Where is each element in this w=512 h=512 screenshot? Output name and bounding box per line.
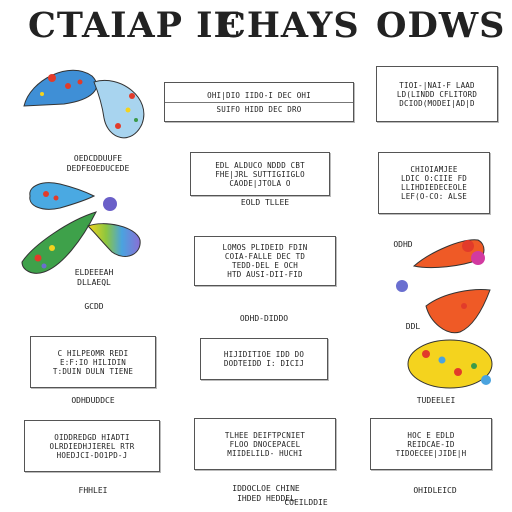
box-line: LLIHDIEDECEOLE: [400, 183, 467, 192]
box-line: CAODE|JTOLA O: [229, 178, 291, 188]
box-line: EDL ALDUCO NDDD CBT: [215, 160, 305, 170]
title-part-1: CTAIAP IE: [28, 5, 242, 46]
box-line: LEF(O-CO: ALSE: [400, 192, 467, 201]
box-line: OLRDIEDHJIEREL RTR: [49, 441, 135, 451]
box-line: OHI|DIO IIDO-I DEC OHI: [207, 90, 311, 100]
title-part-3: ODWS: [376, 5, 506, 46]
caption-line: IDDOCLOE CHINE: [232, 484, 300, 493]
box-line: LD(LINDD CFLITORD: [396, 89, 478, 99]
caption-11: FHHLEI: [78, 486, 108, 495]
light-blue-drop-shape: [94, 80, 144, 137]
orange-triangle-shape: [414, 240, 485, 268]
box-line: LDIC O:CIIE FD: [400, 174, 467, 183]
box-line: HIJIDITIOE IDD DO: [223, 350, 305, 359]
caption-9: TUDEELEI: [416, 396, 456, 405]
box-line: T:DUIN DULN TIENE: [52, 366, 134, 376]
caption-line: OEDCDDUUFE: [73, 154, 123, 163]
box-line: LOMOS PLIDEID FDIN: [222, 243, 308, 252]
box-line: DODTEIDD I: DICIJ: [223, 359, 305, 368]
box-line: SUIFO HIDD DEC DRO: [216, 104, 302, 114]
box-line: TIOI-|NAI-F LAAD: [399, 80, 475, 90]
caption-line: DEDFEOEDUCEDE: [66, 164, 130, 173]
box-line: COIA-FALLE DEC TD: [224, 252, 306, 261]
box-line: TLHEE DEIFTPCNIET: [224, 430, 306, 440]
box-line: FHE|JRL SUTTIGIIGLO: [215, 169, 305, 179]
caption-1: [56, 154, 140, 174]
caption-line: ELDEEEAH: [74, 268, 114, 277]
caption-8: ODHDUDDCE: [71, 396, 115, 405]
blue-teardrop-shape: [24, 70, 97, 106]
yellow-oval-shape: [408, 340, 492, 388]
label-box-4: [378, 152, 490, 214]
label-box-1: [164, 82, 354, 122]
label-box-7: [200, 338, 328, 380]
box-line: HOEDJCI-DO1PD-J: [56, 450, 128, 460]
green-triangle-shape: [22, 212, 96, 273]
label-box-10: [370, 418, 492, 470]
title-part-2: CHAYS: [218, 5, 360, 46]
label-box-3: [190, 152, 330, 196]
box-line: TIDOECEE|JIDE|H: [395, 448, 467, 458]
caption-5: GCDD: [84, 302, 104, 311]
caption-12: OHIDLEICD: [413, 486, 457, 495]
caption-line: IHDED HEDDEL: [237, 494, 295, 503]
box-line: DCIOD(MODEI|AD|D: [399, 98, 475, 108]
box-line: HTD AUSI-DII-FID: [227, 270, 303, 279]
box-line: TEDD-DEL E OCH: [231, 261, 298, 270]
caption-line: DLLAEQL: [77, 278, 111, 287]
purple-dot-2-shape: [396, 280, 408, 292]
box-line: OIDDREDGD HIADTI: [54, 432, 130, 442]
blue-horizontal-drop-shape: [30, 183, 94, 210]
caption-3: ODHD: [393, 240, 413, 249]
label-box-8: [24, 420, 160, 472]
box-line: HOC E EDLD: [407, 430, 455, 440]
purple-dot-shape: [103, 197, 117, 211]
label-box-5: [194, 236, 336, 286]
caption-13: COEILDDIE: [284, 498, 328, 507]
label-box-6: [30, 336, 156, 388]
caption-2: EOLD TLLEE: [240, 198, 290, 207]
box-line: MIIDELILD- HUCHI: [227, 448, 303, 458]
caption-4: [56, 268, 132, 288]
box-line: CHIOIAMJEE: [410, 165, 458, 174]
caption-7: DDL: [405, 322, 421, 331]
box-line: E:F:IO HILIDIN: [59, 357, 126, 367]
label-box-2: [376, 66, 498, 122]
caption-6: ODHD-DIDDO: [239, 314, 289, 323]
box-line: C HILPEOMR REDI: [57, 348, 129, 358]
box-line: REIDCAE-ID: [407, 439, 455, 449]
rainbow-cone-shape: [88, 224, 140, 257]
box-line: FLOO DNOCEPACEL: [229, 439, 301, 449]
orange-drop-shape: [426, 290, 490, 333]
label-box-9: [194, 418, 336, 470]
